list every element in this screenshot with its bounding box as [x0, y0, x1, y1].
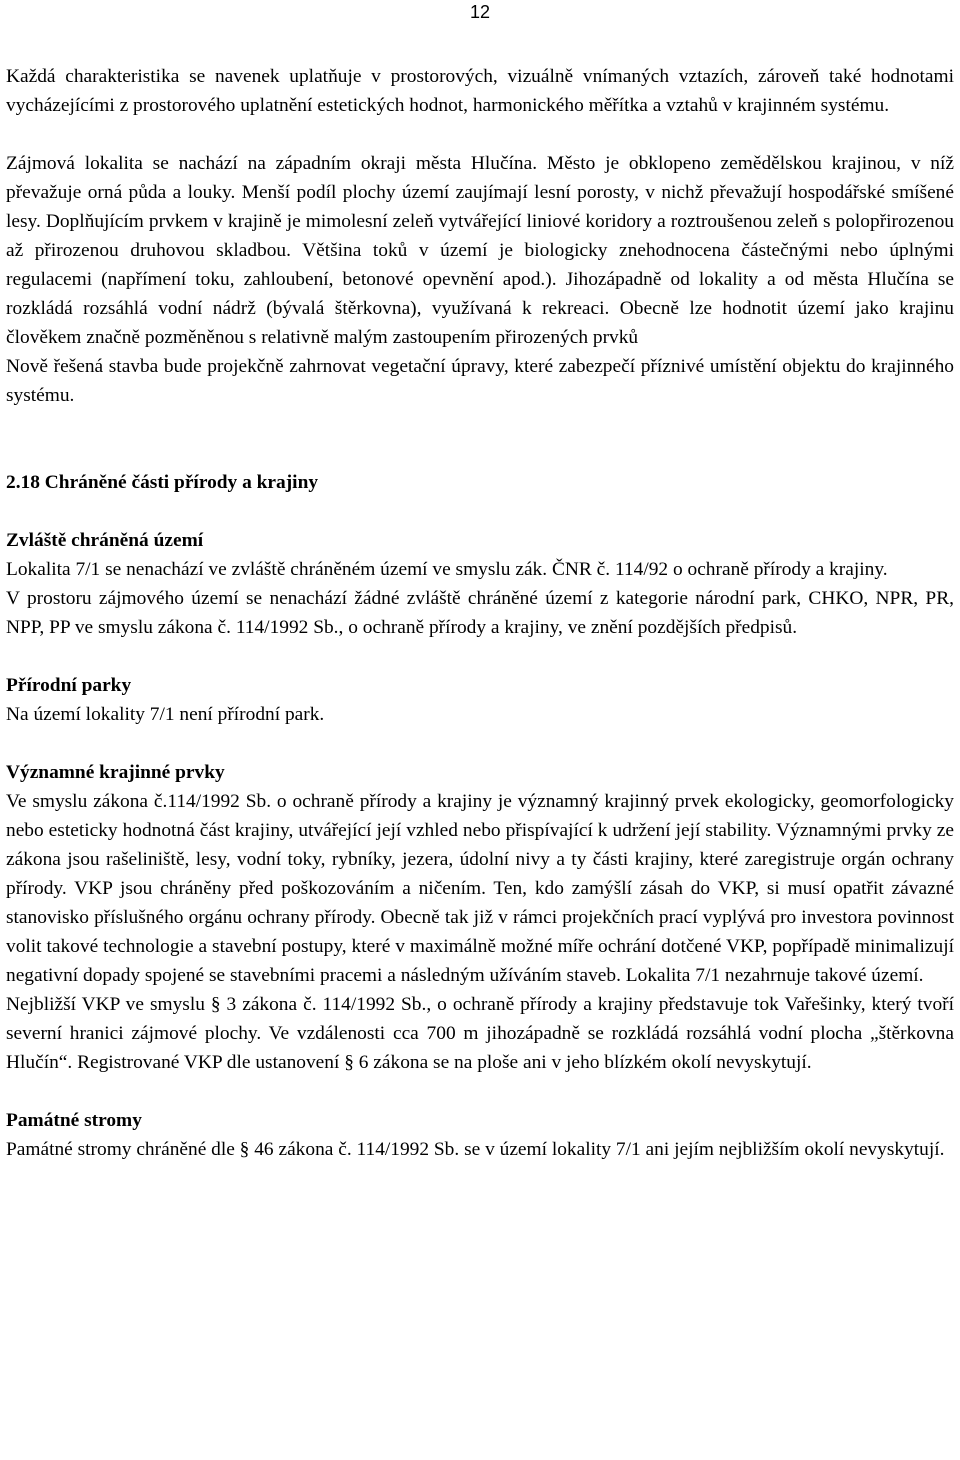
subheading-landscape-elements: Významné krajinné prvky	[6, 762, 225, 783]
nature-parks-paragraph: Na území lokality 7/1 není přírodní park.	[6, 704, 325, 725]
page-number: 12	[469, 2, 491, 22]
intro-paragraph-1: Každá charakteristika se navenek uplatňuje v prostorových, vizuálně vnímaných vztazích, zároveň také hodnotami vycházejícími z prostorového uplatnění estetických hodnot, harmonického měřítka a vztahů v krajinném systému.	[6, 66, 954, 116]
intro-paragraph-2: Zájmová lokalita se nachází na západním okraji města Hlučína. Město je obklopeno zemědělskou krajinou, v níž převažuje orná půda a louky. Menší podíl plochy území zaujímají lesní porosty, v nichž převažují hospodářské smíšené lesy. Doplňujícím prvkem v krajině je mimolesní zeleň vytvářející liniové koridory a roztroušenou zeleň s polopřirozenou až přirozenou druhovou skladbou. Většina toků v území je biologicky znehodnocena částečnými nebo úplnými regulacemi (napřímení toku, zahloubení, betonové opevnění apod.). Jihozápadně od lokality a od města Hlučína se rozkládá rozsáhlá vodní nádrž (bývalá štěrkovna), využívaná k rekreaci. Obecně lze hodnotit území jako krajinu člověkem značně pozměněnou s relativně malým zastoupením přirozených prvků	[6, 153, 954, 348]
spacer	[6, 1077, 954, 1106]
subheading-nature-parks: Přírodní parky	[6, 675, 132, 696]
landscape-elements-paragraph-1: Ve smyslu zákona č.114/1992 Sb. o ochraně přírody a krajiny je významný krajinný prvek ekologicky, geomorfologicky nebo esteticky hodnotná část krajiny, utvářející její vzhled nebo přispívající k udržení její stability. Významnými prvky ze zákona jsou rašeliniště, lesy, vodní toky, rybníky, jezera, údolní nivy a ty části krajiny, které zaregistruje orgán ochrany přírody. VKP jsou chráněny před poškozováním a ničením. Ten, kdo zamýšlí zásah do VKP, si musí opatřit závazné stanovisko příslušného orgánu ochrany přírody. Obecně tak již v rámci projekčních prací vyplývá pro investora povinnost volit takové technologie a stavební postupy, které v maximálně možné míře ochrání dotčené VKP, popřípadě minimalizují negativní dopady spojené se stavebními pracemi a následným užíváním staveb. Lokalita 7/1 nezahrnuje takové území.	[6, 791, 954, 986]
spacer	[6, 120, 954, 149]
protected-areas-paragraph-1: Lokalita 7/1 se nenachází ve zvláště chráněném území ve smyslu zák. ČNR č. 114/92 o ochraně přírody a krajiny.	[6, 559, 888, 580]
memorial-trees-paragraph: Památné stromy chráněné dle § 46 zákona č. 114/1992 Sb. se v území lokality 7/1 ani jejím nejbližším okolí nevyskytují.	[6, 1139, 945, 1160]
subheading-protected-areas: Zvláště chráněná území	[6, 530, 204, 551]
document-body	[6, 62, 954, 1164]
landscape-elements-paragraph-2: Nejbližší VKP ve smyslu § 3 zákona č. 114/1992 Sb., o ochraně přírody a krajiny představuje tok Vařešinky, který tvoří severní hranici zájmové plochy. Ve vzdálenosti cca 700 m jihozápadně se rozkládá rozsáhlá vodní plocha „štěrkovna Hlučín“. Registrované VKP dle ustanovení § 6 zákona se na ploše ani v jeho blízkém okolí nevyskytují.	[6, 994, 954, 1073]
protected-areas-paragraph-2: V prostoru zájmového území se nenachází žádné zvláště chráněné území z kategorie národní park, CHKO, NPR, PR, NPP, PP ve smyslu zákona č. 114/1992 Sb., o ochraně přírody a krajiny, ve znění pozdějších předpisů.	[6, 588, 954, 638]
intro-paragraph-3: Nově řešená stavba bude projekčně zahrnovat vegetační úpravy, které zabezpečí příznivé umístění objektu do krajinného systému.	[6, 356, 954, 406]
subheading-memorial-trees: Památné stromy	[6, 1110, 142, 1131]
section-heading: 2.18 Chráněné části přírody a krajiny	[6, 472, 319, 493]
spacer	[6, 497, 954, 526]
spacer	[6, 410, 954, 468]
spacer	[6, 642, 954, 671]
spacer	[6, 729, 954, 758]
